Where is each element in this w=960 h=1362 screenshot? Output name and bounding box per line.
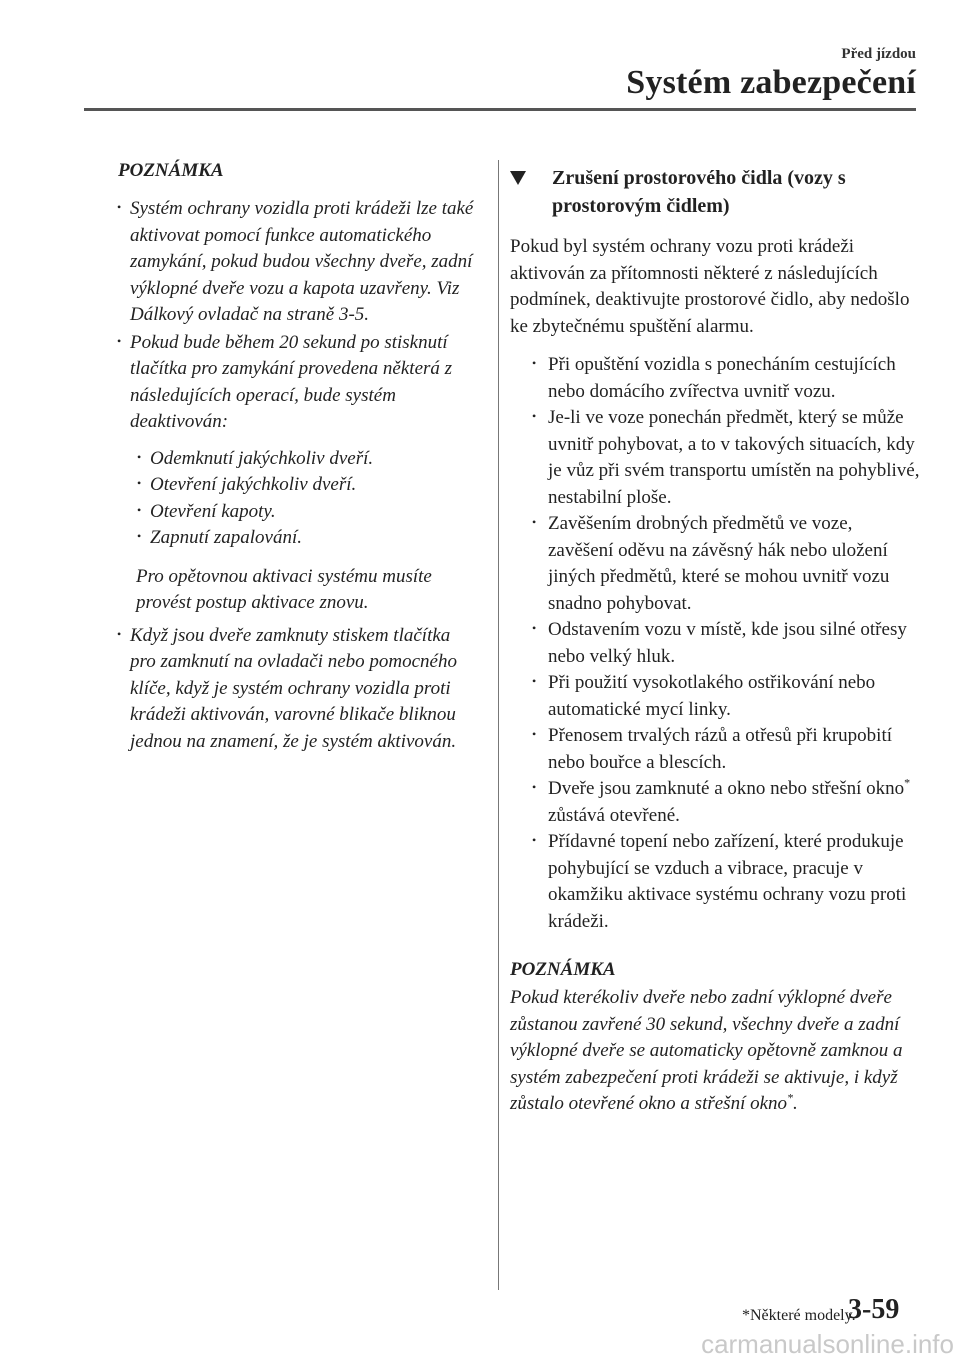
section-heading bbox=[510, 164, 920, 220]
asterisk-mark: * bbox=[787, 1090, 794, 1105]
note-list bbox=[110, 196, 480, 552]
list-item: • Přenosem trvalých rázů a otřesů při krupobití nebo bouřce a blescích. bbox=[510, 723, 920, 776]
list-item: • Zavěšením drobných předmětů ve voze, zavěšení oděvu na závěsný hák nebo uložení jiných předmětů, které se mohou uvnitř vozu snadno pohybovat. bbox=[510, 511, 920, 617]
list-item: • Při použití vysokotlakého ostřikování nebo automatické mycí linky. bbox=[510, 670, 920, 723]
note-heading: POZNÁMKA bbox=[118, 160, 224, 181]
list-item bbox=[510, 776, 920, 829]
list-item: • Otevření jakýchkoliv dveří. bbox=[130, 472, 480, 499]
watermark: carmanualsonline.info bbox=[701, 1329, 954, 1359]
footnote: *Některé modely. bbox=[742, 1307, 856, 1324]
note-item-text: Pokud bude během 20 sekund po stisknutí tlačítka pro zamykání provedena některá z následujících operací, bude systém deaktivován: bbox=[130, 331, 453, 432]
list-item: • Je-li ve voze ponechán předmět, který se může uvnitř pohybovat, a to v takových situacích, kdy je vůz při svém transportu umístěn na pohyblivé, nestabilní ploše. bbox=[510, 405, 920, 511]
right-column bbox=[510, 160, 920, 1118]
list-item-text: zůstává otevřené. bbox=[548, 804, 680, 826]
note-item: • Systém ochrany vozidla proti krádeži lze také aktivovat pomocí funkce automatického zamykání, pokud budou všechny dveře, zadní výklopné dveře vozu a kapota uzavřeny. Viz Dálkový ovladač na straně 3-5. bbox=[110, 196, 480, 329]
asterisk-mark: * bbox=[904, 775, 911, 790]
list-item: • Přídavné topení nebo zařízení, které produkuje pohybující se vzduch a vibrace, pracuje v okamžiku aktivace systému ochrany vozu proti krádeži. bbox=[510, 829, 920, 935]
list-item: • Odemknutí jakýchkoliv dveří. bbox=[130, 446, 480, 473]
list-item: • Otevření kapoty. bbox=[130, 499, 480, 526]
list-item-text: Dveře jsou zamknuté a okno nebo střešní okno bbox=[548, 778, 905, 799]
note-item bbox=[110, 330, 480, 552]
page-number: 3-59 bbox=[848, 1294, 900, 1325]
list-item: • Zapnutí zapalování. bbox=[130, 525, 480, 552]
header-rule bbox=[84, 108, 916, 111]
header-section-label: Před jízdou bbox=[841, 46, 916, 62]
note-text-end: . bbox=[793, 1093, 798, 1114]
intro-paragraph: Pokud byl systém ochrany vozu proti krádeži aktivován za přítomnosti některé z následujících podmínek, deaktivujte prostorové čidlo, aby nedošlo ke zbytečnému spuštění alarmu. bbox=[510, 236, 910, 337]
triangle-bullet-icon bbox=[510, 171, 526, 185]
left-column bbox=[110, 160, 480, 756]
note-text bbox=[510, 985, 920, 1118]
list-item: • Při opuštění vozidla s ponecháním cestujících nebo domácího zvířectva uvnitř vozu. bbox=[510, 352, 920, 405]
reactivate-note: Pro opětovnou aktivaci systému musíte provést postup aktivace znovu. bbox=[136, 565, 432, 613]
list-item: • Odstavením vozu v místě, kde jsou silné otřesy nebo velký hluk. bbox=[510, 617, 920, 670]
note-heading: POZNÁMKA bbox=[510, 959, 616, 980]
conditions-list bbox=[510, 352, 920, 935]
note-text-body: Pokud kterékoliv dveře nebo zadní výklopné dveře zůstanou zavřené 30 sekund, všechny dveře a zadní výklopné dveře se automaticky opětovně zamknou a systém zabezpečení proti krádeži se aktivuje, i když zůstalo otevřené okno a střešní okno bbox=[510, 987, 903, 1114]
column-divider bbox=[498, 160, 499, 1290]
section-heading-text: Zrušení prostorového čidla (vozy s prostorovým čidlem) bbox=[552, 167, 846, 217]
page-title: Systém zabezpečení bbox=[626, 64, 916, 101]
note-list-continued bbox=[110, 623, 480, 756]
note-item: • Když jsou dveře zamknuty stiskem tlačítka pro zamknutí na ovladači nebo pomocného klíče, když je systém ochrany vozidla proti krádeži aktivován, varovné blikače bliknou jednou na znamení, že je systém aktivován. bbox=[110, 623, 480, 756]
deactivation-list bbox=[130, 446, 480, 552]
